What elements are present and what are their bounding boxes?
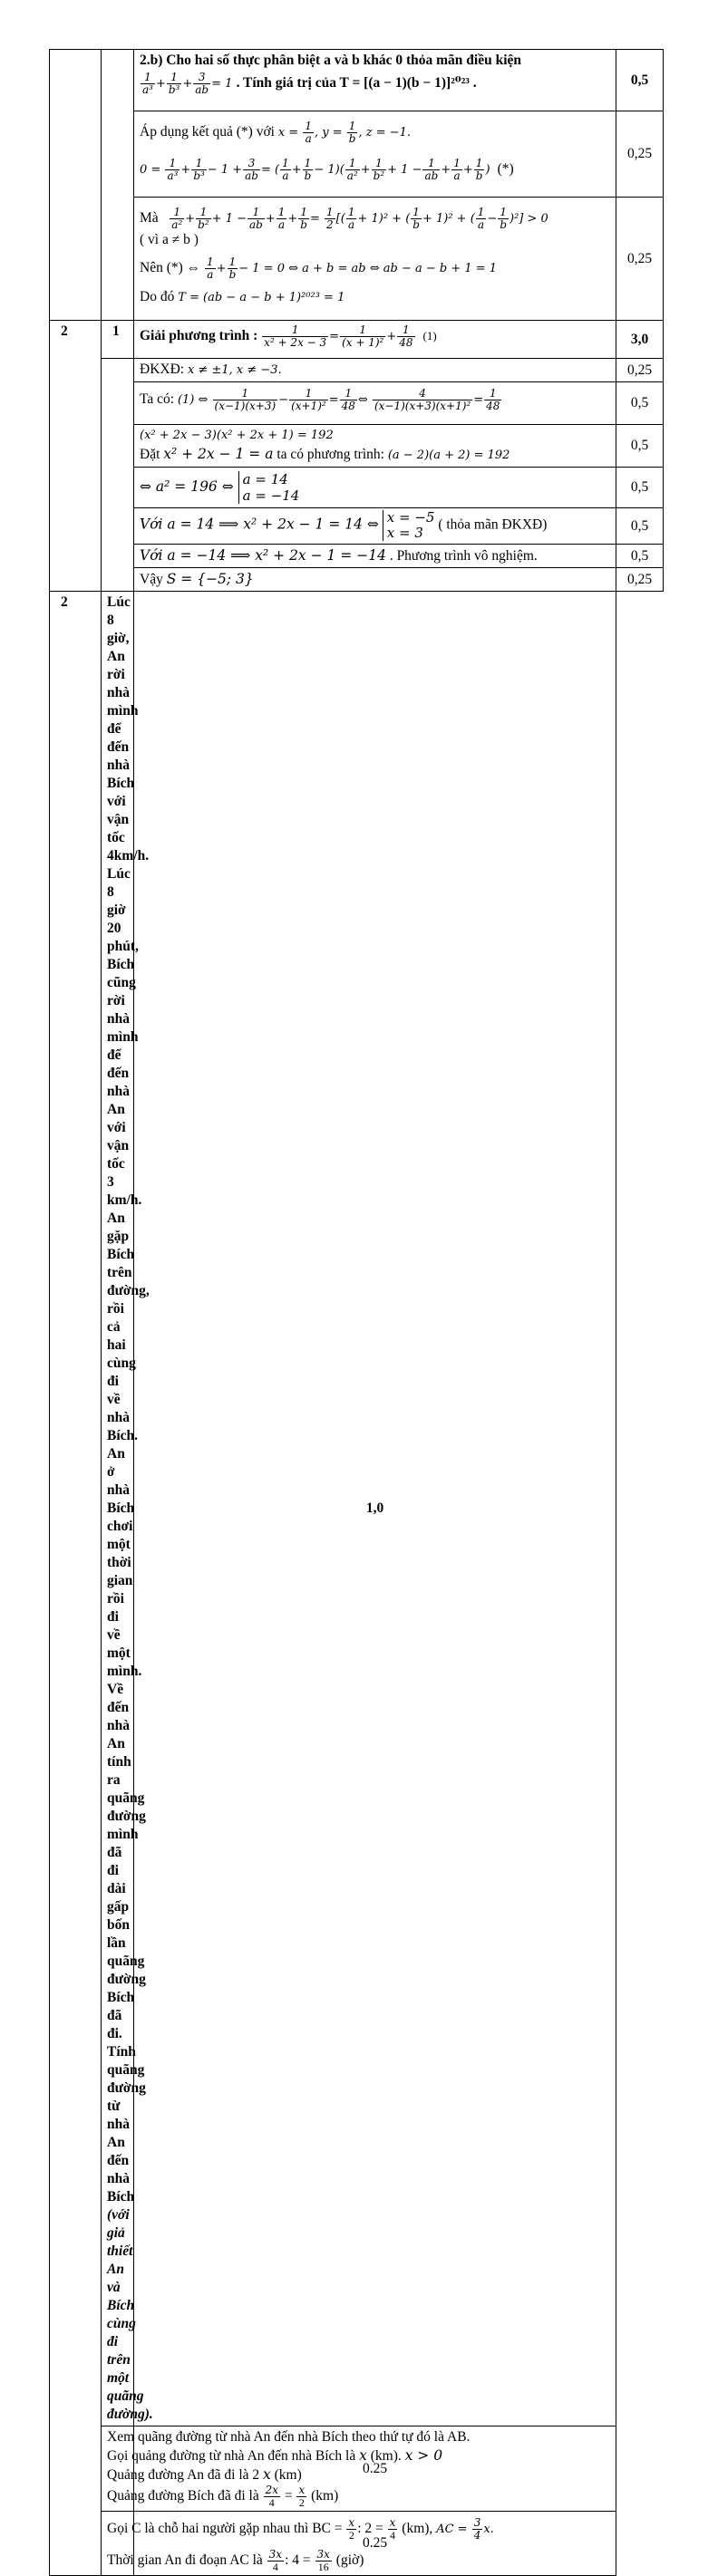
score-cell: 0.25	[134, 2426, 616, 2512]
solution-cell: Với a = −14 ⟹ x² + 2x − 1 = −14 . Phương trình vô nghiệm.	[134, 545, 616, 568]
score-cell: 0,25	[616, 568, 664, 592]
solution-cell: Ta có: (1) ⇔ $\frac{1}{(x-1)(x+3)}$ − $\frac{1}{\text{(x+1)²}}$ = $\frac{1}{48}$ ⇔ $\frac{4}{\text{(x−1)(x+3)(x+1)²}}$ = $\frac{1}{48}$	[134, 382, 616, 425]
step-text: Áp dụng kết quả (*) với	[140, 124, 275, 140]
table-row	[50, 359, 664, 382]
table-row	[50, 2426, 664, 2512]
score-cell: 1,0	[134, 592, 616, 2426]
step-text: Quảng đường Bích đã đi là $\frac{2x}{4}$ = $\frac{x}{2}$ (km)	[107, 2484, 339, 2509]
sum-math: $\frac{1}{a}$ + $\frac{1}{b}$ − 1 = 0 ⇔ a + b = ab ⇔ ab − a − b + 1 = 1	[207, 256, 498, 281]
word-problem	[107, 593, 153, 2424]
part-number-cell	[102, 359, 134, 592]
part-number: 2	[50, 592, 102, 2576]
table-row	[50, 2512, 664, 2576]
step-text: Xem quãng đường từ nhà An đến nhà Bích theo thứ tự đó là AB.	[107, 2429, 471, 2445]
step-text: Quảng đường An đã đi là 2 x (km)	[107, 2466, 302, 2483]
score-cell: 0,5	[616, 50, 664, 111]
factorization-math: 0 = $\frac{1}{\text{a³}}$ + $\frac{1}{\text{b³}}$ − 1 + $\frac{3}{ab}$ = ( $\frac{1}{a}$ + $\frac{1}{b}$ − 1)( $\frac{1}{\text{a²}}$ + $\frac{1}{\text{b²}}$ + 1 − $\frac{1}{ab}$ + $\frac{1}{a}$ + $\frac{1}{b}$ )	[140, 157, 494, 182]
step-text: Nên (*) ⇔	[140, 260, 201, 275]
question-number: 2	[50, 321, 102, 592]
table-row	[50, 545, 664, 568]
solution-cell	[134, 468, 616, 508]
equation-tag: (*)	[497, 161, 514, 177]
score-cell: 3,0	[616, 321, 664, 359]
solution-cell	[134, 508, 616, 545]
table-row	[50, 111, 664, 198]
step-text: ( vì a ≠ b )	[140, 232, 199, 247]
question-2b-text: 2.b) Cho hai số thực phân biệt a và b khác 0 thỏa mãn điều kiện	[140, 53, 522, 68]
table-row	[50, 468, 664, 508]
score-cell: 0,5	[616, 382, 664, 425]
step-text: Gọi quảng đường từ nhà An đến nhà Bích là x (km). x > 0	[107, 2447, 443, 2464]
question-2-1-cell	[134, 321, 616, 359]
solution-cell: (x² + 2x − 3)(x² + 2x + 1) = 192 Đặt x² + 2x − 1 = a ta có phương trình: (a − 2)(a + 2) = 192	[134, 425, 616, 468]
step-text: Thời gian An đi đoạn AC là $\frac{3x}{4}$ : 4 = $\frac{3x}{16}$ (giờ)	[107, 2548, 364, 2574]
question-2b-target: . Tính giá trị của T = [(a − 1)(b − 1)]²⁰²³ .	[236, 75, 477, 91]
score-cell: 0,25	[616, 359, 664, 382]
step-text: Gọi C là chỗ hai người gặp nhau thì BC = $\frac{x}{2}$ : 2 = $\frac{x}{4}$ (km), AC = $\frac{3}{4}$ x.	[107, 2516, 494, 2542]
table-row	[50, 592, 664, 2426]
score-cell: 0,25	[616, 111, 664, 198]
question-2b-condition: $\frac{1}{\text{a³}}$ + $\frac{1}{\text{b³}}$ + $\frac{3}{ab}$ = 1	[142, 71, 237, 96]
score-cell: 0.25	[134, 2512, 616, 2576]
solution-cell	[134, 198, 616, 321]
step-text: Do đó	[140, 289, 175, 304]
substitution-math: x = $\frac{1}{a}$ , y = $\frac{1}{b}$ , z = −1.	[277, 120, 412, 145]
result-math: T = (ab − a − b + 1)²⁰²³ = 1	[178, 291, 345, 304]
solution-cell	[134, 111, 616, 198]
score-cell: 0,5	[616, 508, 664, 545]
score-cell: 0,5	[616, 425, 664, 468]
equation-tag: (1)	[422, 329, 437, 343]
expanded-equation: (x² + 2x − 3)(x² + 2x + 1) = 192	[140, 429, 334, 442]
question-number-cell	[50, 50, 102, 321]
solution-cell: ĐKXĐ: x ≠ ±1, x ≠ −3.	[134, 359, 616, 382]
table-row	[50, 568, 664, 592]
question-2-2-cell	[102, 592, 153, 2426]
condition-math: x ≠ ±1, x ≠ −3.	[187, 363, 282, 377]
part-number: 1	[102, 321, 134, 359]
score-cell: 0,5	[616, 468, 664, 508]
table-row	[50, 508, 664, 545]
solution-cell: Vậy S = {−5; 3}	[134, 568, 616, 592]
table-row	[50, 382, 664, 425]
case-positive: Với a = 14 ⟹ x² + 2x − 1 = 14 ⇔ x = −5 x = 3 ( thỏa mãn ĐKXĐ)	[140, 509, 548, 541]
question-title: Giải phương trình :	[140, 328, 258, 343]
score-cell: 0,5	[616, 545, 664, 568]
part-number-cell	[102, 50, 134, 321]
table-row	[50, 425, 664, 468]
question-2b-cell	[134, 50, 616, 111]
square-solution: ⇔ a² = 196 ⇔ a = 14 a = −14	[140, 471, 300, 504]
word-problem-text: Lúc 8 giờ, An rời nhà mình để đến nhà Bích với vận tốc 4km/h. Lúc 8 giờ 20 phút, Bích cũng rời nhà mình để đến nhà An với vận tốc 3 km/h. An gặp Bích trên đường, rồi cả hai cùng đi về nhà Bích. An ở nhà Bích chơi một thời gian rồi đi về một mình. Về đến nhà An tính ra quãng đường mình đã đi dài gấp bốn lần quãng đường Bích đã đi. Tính quãng đường từ nhà An đến nhà Bích	[107, 594, 150, 2205]
table-row	[50, 198, 664, 321]
equivalence-math: (1) ⇔ $\frac{1}{(x-1)(x+3)}$ − $\frac{1}{\text{(x+1)²}}$ = $\frac{1}{48}$ ⇔ $\frac{4}{\text{(x−1)(x+3)(x+1)²}}$ = $\frac{1}{48}$	[177, 387, 500, 412]
score-cell: 0,25	[616, 198, 664, 321]
word-problem-assumption: (với giả thiết An và Bích cùng đi trên một quãng đường).	[107, 2207, 153, 2422]
question-equation: $\frac{1}{\text{x² + 2x − 3}}$ = $\frac{1}{\text{(x + 1)²}}$ + $\frac{1}{48}$	[264, 323, 413, 349]
table-row	[50, 50, 664, 111]
positivity-math: $\frac{1}{\text{a²}}$ + $\frac{1}{\text{b²}}$ + 1 − $\frac{1}{ab}$ + $\frac{1}{a}$ + $\frac{1}{b}$ = $\frac{1}{2}$ [( $\frac{1}{a}$ + 1)² + ( $\frac{1}{b}$ + 1)² + ( $\frac{1}{a}$ − $\frac{1}{b}$ )²] > 0	[171, 206, 548, 231]
step-text: Mà	[140, 210, 159, 226]
table-row	[50, 321, 664, 359]
answer-key-table	[49, 49, 664, 2576]
